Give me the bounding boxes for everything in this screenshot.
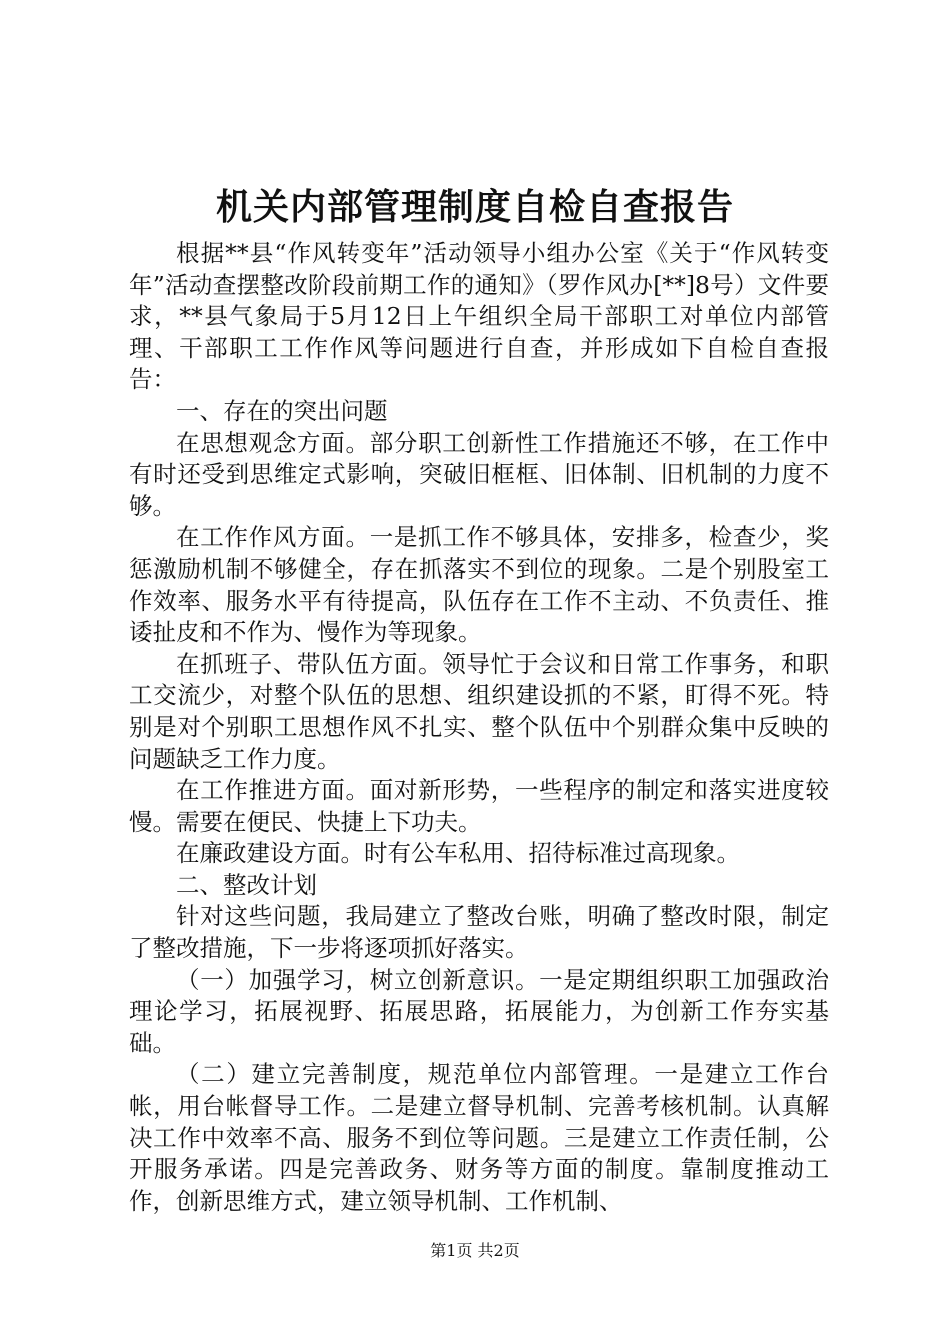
paragraph-work-progress: 在工作推进方面。面对新形势，一些程序的制定和落实进度较慢。需要在便民、快捷上下功夫。 (129, 776, 829, 836)
paragraph-work-style: 在工作作风方面。一是抓工作不够具体，安排多，检查少，奖惩激励机制不够健全，存在抓落实不到位的现象。二是个别股室工作效率、服务水平有待提高，队伍存在工作不主动、不负责任、推诿扯皮和不作为、慢作为等现象。 (129, 523, 829, 647)
paragraph-thinking: 在思想观念方面。部分职工创新性工作措施还不够，在工作中有时还受到思维定式影响，突破旧框框、旧体制、旧机制的力度不够。 (129, 428, 829, 520)
paragraph-plan-intro: 针对这些问题，我局建立了整改台账，明确了整改时限，制定了整改措施，下一步将逐项抓好落实。 (129, 902, 829, 963)
document-body (129, 238, 829, 1217)
page-number-footer: 第1页 共2页 (430, 1241, 520, 1260)
paragraph-plan-item-2: （二）建立完善制度，规范单位内部管理。一是建立工作台帐，用台帐督导工作。二是建立督导机制、完善考核机制。认真解决工作中效率不高、服务不到位等问题。三是建立工作责任制，公开服务承诺。四是完善政务、财务等方面的制度。靠制度推动工作，创新思维方式，建立领导机制、工作机制、 (129, 1060, 829, 1215)
paragraph-intro: 根据**县“作风转变年”活动领导小组办公室《关于“作风转变年”活动查摆整改阶段前期工作的通知》（罗作风办[**]8号）文件要求，**县气象局于5月12日上午组织全局干部职工对单位内部管理、干部职工工作作风等问题进行自查，并形成如下自检自查报告： (129, 239, 829, 394)
document-title: 机关内部管理制度自检自查报告 (215, 186, 734, 228)
paragraph-integrity: 在廉政建设方面。时有公车私用、招待标准过高现象。 (176, 839, 740, 868)
paragraph-team-building: 在抓班子、带队伍方面。领导忙于会议和日常工作事务，和职工交流少，对整个队伍的思想、组织建设抓的不紧，盯得不死。特别是对个别职工思想作风不扎实、整个队伍中个别群众集中反映的问题缺乏工作力度。 (129, 649, 829, 773)
section-heading-plan: 二、整改计划 (176, 870, 317, 899)
paragraph-plan-item-1: （一）加强学习，树立创新意识。一是定期组织职工加强政治理论学习，拓展视野、拓展思路，拓展能力，为创新工作夯实基础。 (129, 965, 829, 1057)
section-heading-problems: 一、存在的突出问题 (176, 396, 388, 425)
